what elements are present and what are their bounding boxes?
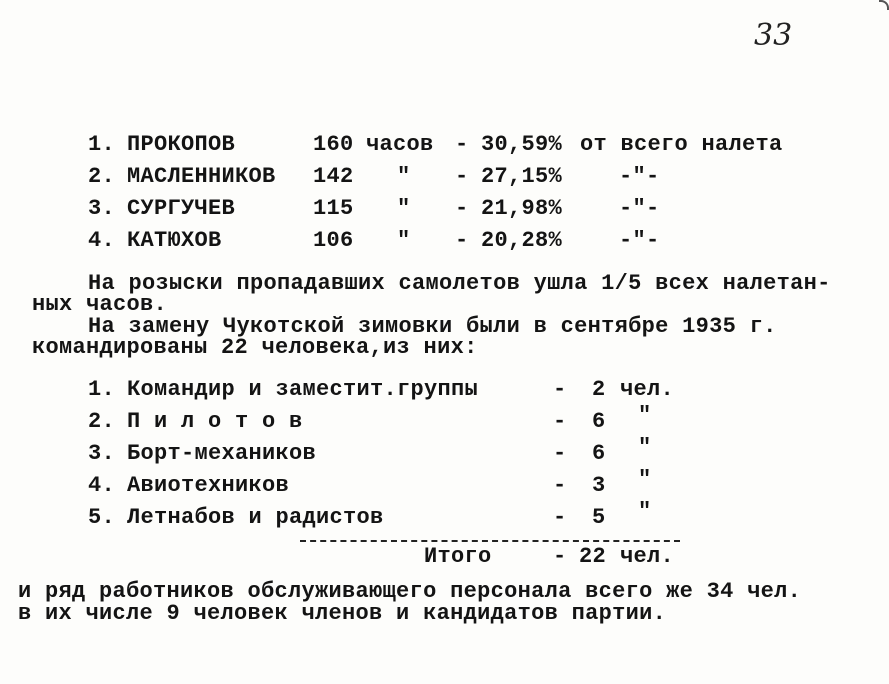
staff-label: П и л о т о в [127, 409, 303, 434]
pilot-percent: 20,28% [481, 228, 563, 253]
row-dash: - [553, 377, 567, 402]
percent-note: от всего налета [580, 132, 783, 157]
staff-unit: " [638, 467, 652, 492]
pilot-number: 1. [88, 132, 116, 157]
row-dash: - [553, 544, 567, 569]
total-count: 22 [579, 544, 607, 569]
staff-label: Борт-механиков [127, 441, 317, 466]
staff-unit: " [638, 435, 652, 460]
staff-number: 5. [88, 505, 116, 530]
row-dash: - [455, 164, 469, 189]
staff-unit: " [638, 499, 652, 524]
staff-number: 4. [88, 473, 116, 498]
staff-number: 1. [88, 377, 116, 402]
hours-unit: " [397, 228, 411, 253]
page-number: 33 [754, 18, 793, 53]
staff-count: 2 [592, 377, 606, 402]
total-label: Итого [424, 544, 492, 569]
staff-count: 3 [592, 473, 606, 498]
row-dash: - [553, 473, 567, 498]
staff-count: 5 [592, 505, 606, 530]
paragraph-line: На замену Чукотской зимовки были в сентябре 1935 г. [88, 314, 777, 339]
staff-number: 3. [88, 441, 116, 466]
hours-unit: " [397, 164, 411, 189]
paragraph-line: ных часов. [32, 292, 168, 317]
pilot-name: СУРГУЧЕВ [127, 196, 236, 221]
paragraph-line: На розыски пропадавших самолетов ушла 1/5 всех налетан- [88, 271, 831, 296]
row-dash: - [553, 409, 567, 434]
staff-unit: чел. [620, 377, 675, 402]
page-corner-mark [879, 0, 889, 10]
row-dash: - [455, 196, 469, 221]
pilot-hours: 160 [313, 132, 354, 157]
row-dash: - [553, 505, 567, 530]
staff-number: 2. [88, 409, 116, 434]
pilot-hours: 106 [313, 228, 354, 253]
paragraph-line: командированы 22 человека,из них: [32, 335, 478, 360]
pilot-percent: 30,59% [481, 132, 563, 157]
pilot-name: МАСЛЕННИКОВ [127, 164, 276, 189]
pilot-number: 2. [88, 164, 116, 189]
pilot-percent: 21,98% [481, 196, 563, 221]
hours-unit: часов [366, 132, 434, 157]
pilot-number: 4. [88, 228, 116, 253]
paragraph-line: в их числе 9 человек членов и кандидатов партии. [18, 601, 667, 626]
pilot-hours: 115 [313, 196, 354, 221]
staff-unit: " [638, 403, 652, 428]
total-unit: чел. [620, 544, 675, 569]
row-dash: - [455, 228, 469, 253]
staff-count: 6 [592, 441, 606, 466]
pilot-percent: 27,15% [481, 164, 563, 189]
pilot-number: 3. [88, 196, 116, 221]
row-dash: - [455, 132, 469, 157]
percent-note: -"- [619, 228, 660, 253]
staff-label: Авиотехников [127, 473, 290, 498]
total-divider [300, 540, 680, 542]
pilot-name: ПРОКОПОВ [127, 132, 236, 157]
staff-label: Командир и заместит.группы [127, 377, 479, 402]
pilot-name: КАТЮХОВ [127, 228, 222, 253]
staff-count: 6 [592, 409, 606, 434]
pilot-hours: 142 [313, 164, 354, 189]
paragraph-line: и ряд работников обслуживающего персонала всего же 34 чел. [18, 579, 802, 604]
row-dash: - [553, 441, 567, 466]
hours-unit: " [397, 196, 411, 221]
staff-label: Летнабов и радистов [127, 505, 384, 530]
percent-note: -"- [619, 164, 660, 189]
percent-note: -"- [619, 196, 660, 221]
